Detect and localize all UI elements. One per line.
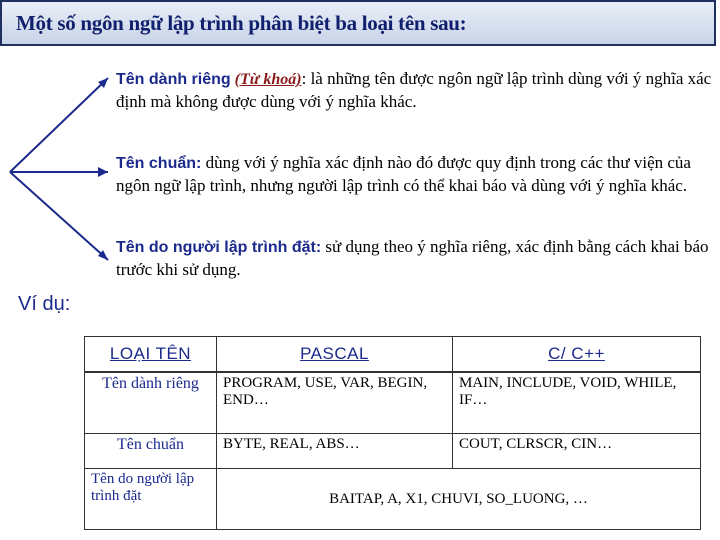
table-cell: BAITAP, A, X1, CHUVI, SO_LUONG, …	[217, 469, 701, 530]
table-cell	[85, 372, 217, 434]
cell-text: Tên dành riêng	[102, 375, 199, 392]
table-header: PASCAL	[217, 337, 453, 373]
definition-term: Tên dành riêng	[116, 71, 231, 88]
example-label: Ví dụ:	[18, 293, 71, 315]
definition-text: sử dụng theo ý nghĩa riêng, xác định bằng cách khai báo trước khi sử dụng.	[116, 237, 709, 279]
table-cell	[85, 469, 217, 530]
definition-term: Tên do người lập trình đặt:	[116, 239, 322, 256]
table-cell: PROGRAM, USE, VAR, BEGIN, END…	[217, 372, 453, 434]
definition-term-note: (Từ khoá)	[234, 71, 302, 88]
branch-arrows-icon	[0, 60, 120, 290]
table-cell: MAIN, INCLUDE, VOID, WHILE, IF…	[453, 372, 701, 434]
table-cell: COUT, CLRSCR, CIN…	[453, 434, 701, 469]
table-cell	[85, 434, 217, 469]
table-row	[85, 434, 701, 469]
cell-text: Tên do người lập trình đặt	[91, 471, 195, 504]
definition-reserved	[116, 68, 712, 114]
cell-text: Tên chuẩn	[116, 436, 185, 453]
definition-text: dùng với ý nghĩa xác định nào đó được quy định trong các thư viện của ngôn ngữ lập trình, nhưng người lập trình có thể khai báo và dùng với ý nghĩa khác.	[116, 153, 691, 195]
slide-title: Một số ngôn ngữ lập trình phân biệt ba loại tên sau:	[16, 10, 467, 35]
definition-user-defined	[116, 236, 712, 282]
table-row	[85, 469, 701, 530]
table-header: LOẠI TÊN	[85, 337, 217, 373]
definition-standard	[116, 152, 712, 198]
definition-text: : là những tên được ngôn ngữ lập trình dùng với ý nghĩa xác định mà không được dùng với ý nghĩa khác.	[116, 69, 712, 111]
table-cell: BYTE, REAL, ABS…	[217, 434, 453, 469]
slide-title-bar	[0, 0, 716, 46]
name-types-table	[84, 336, 701, 530]
table-header: C/ C++	[453, 337, 701, 373]
definition-term: Tên chuẩn:	[116, 155, 202, 172]
table-header-row	[85, 337, 701, 373]
table-row	[85, 372, 701, 434]
